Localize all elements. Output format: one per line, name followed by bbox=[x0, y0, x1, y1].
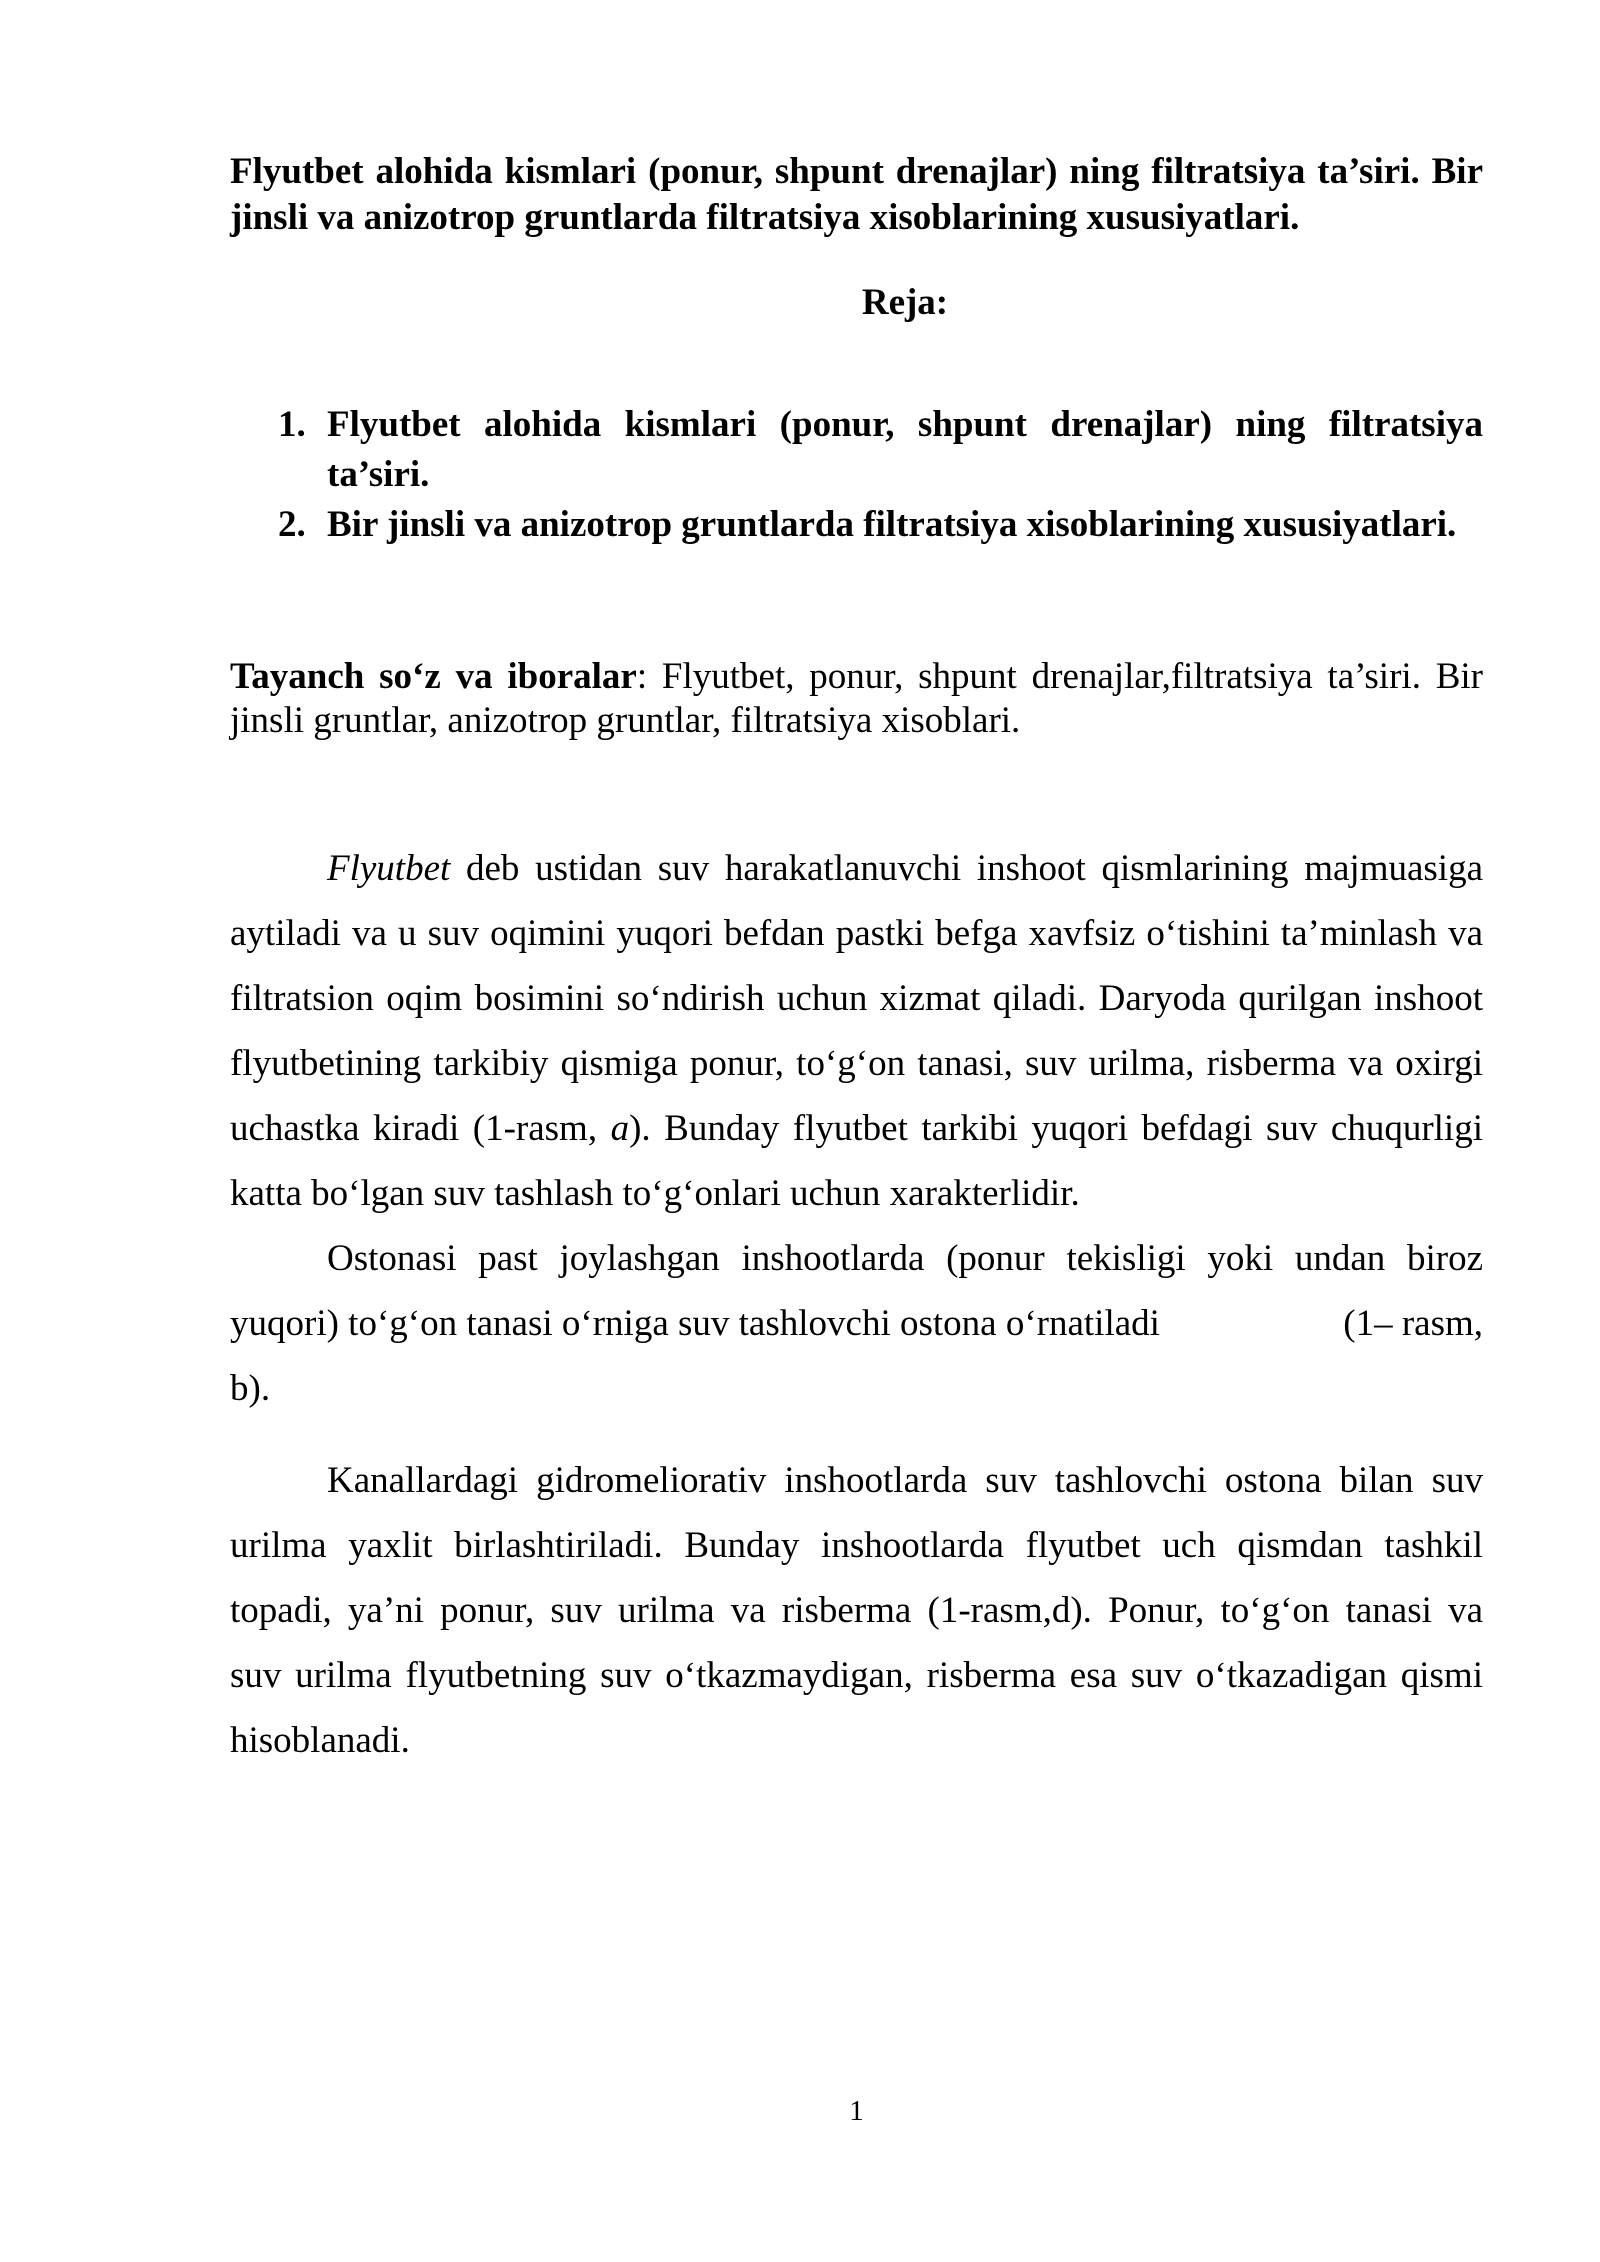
paragraph-line bbox=[230, 1096, 1483, 1161]
text-run: Flyutbet alohida kismlari (ponur, shpunt drenajlar) ning filtratsiya ta’siri. Bir bbox=[230, 151, 1483, 192]
paragraph-line bbox=[230, 1708, 1483, 1773]
plan-item-line bbox=[230, 400, 1483, 450]
plan-item bbox=[230, 500, 1483, 550]
plan-item-line bbox=[230, 450, 1483, 500]
paragraph-line bbox=[230, 1226, 1483, 1291]
body-paragraph bbox=[230, 1448, 1483, 1773]
text-run: hisoblanadi. bbox=[230, 1720, 410, 1761]
text-run: suv urilma flyutbetning suv o‘tkazmaydigan, risberma esa suv o‘tkazadigan qismi bbox=[230, 1655, 1483, 1696]
text-run: urilma yaxlit birlashtiriladi. Bunday inshootlarda flyutbet uch qismdan tashkil bbox=[230, 1525, 1483, 1566]
paragraph-line bbox=[230, 1161, 1483, 1226]
title-line bbox=[230, 195, 1483, 241]
text-run: Flyutbet bbox=[327, 848, 451, 889]
text-run: jinsli gruntlar, anizotrop gruntlar, filtratsiya xisoblari. bbox=[230, 700, 1021, 741]
keywords-line bbox=[230, 655, 1483, 699]
text-run: aytiladi va u suv oqimini yuqori befdan pastki befga xavfsiz o‘tishini ta’minlash va bbox=[230, 913, 1483, 954]
text-run: katta bo‘lgan suv tashlash to‘g‘onlari uchun xarakterlidir. bbox=[230, 1173, 1080, 1214]
page-footer bbox=[230, 2097, 1483, 2126]
paragraph-line bbox=[230, 836, 1483, 901]
text-run: jinsli va anizotrop gruntlarda filtratsiya xisoblarining xususiyatlari. bbox=[230, 197, 1300, 238]
plan-heading: Reja: bbox=[861, 282, 949, 323]
paragraph-line bbox=[230, 1031, 1483, 1096]
keywords-paragraph bbox=[230, 655, 1483, 743]
body-paragraphs bbox=[230, 836, 1483, 1773]
paragraph-line bbox=[230, 966, 1483, 1031]
text-run: flyutbetining tarkibiy qismiga ponur, to‘g‘on tanasi, suv urilma, risberma va oxirgi bbox=[230, 1043, 1483, 1084]
text-run: Flyutbet alohida kismlari (ponur, shpunt drenajlar) ning filtratsiya bbox=[327, 404, 1483, 445]
text-run: Bir jinsli va anizotrop gruntlarda filtratsiya xisoblarining xususiyatlari. bbox=[327, 504, 1457, 545]
paragraph-line bbox=[230, 1643, 1483, 1708]
text-run: uchastka kiradi (1-rasm, bbox=[230, 1108, 611, 1149]
plan-item-number: 1. bbox=[278, 404, 306, 445]
keywords-line bbox=[230, 699, 1483, 743]
text-run: (1– rasm, bbox=[1343, 1303, 1483, 1344]
title-line bbox=[230, 149, 1483, 195]
paragraph-line bbox=[230, 1578, 1483, 1643]
text-run: filtratsion oqim bosimini so‘ndirish uchun xizmat qiladi. Daryoda qurilgan inshoot bbox=[230, 978, 1483, 1019]
document-title bbox=[230, 149, 1483, 241]
paragraph-line bbox=[230, 901, 1483, 966]
text-run: yuqori) to‘g‘on tanasi o‘rniga suv tashlovchi ostona o‘rnatiladi bbox=[230, 1303, 1160, 1344]
page-content bbox=[230, 0, 1483, 1773]
text-run: ta’siri. bbox=[327, 454, 430, 495]
text-run: Ostonasi past joylashgan inshootlarda (ponur tekisligi yoki undan biroz bbox=[327, 1238, 1483, 1279]
text-run: b). bbox=[230, 1368, 271, 1409]
plan-list bbox=[230, 400, 1483, 550]
text-run: a bbox=[610, 1108, 630, 1149]
body-paragraph bbox=[230, 1226, 1483, 1421]
paragraph-line bbox=[230, 1356, 1483, 1421]
plan-item-line bbox=[230, 500, 1483, 550]
paragraph-line bbox=[230, 1448, 1483, 1513]
text-run: Tayanch so‘z va iboralar bbox=[230, 656, 637, 697]
text-run: topadi, ya’ni ponur, suv urilma va risberma (1-rasm,d). Ponur, to‘g‘on tanasi va bbox=[230, 1590, 1483, 1631]
text-run: : Flyutbet, ponur, shpunt drenajlar,filtratsiya ta’siri. Bir bbox=[636, 656, 1484, 697]
body-paragraph bbox=[230, 836, 1483, 1226]
paragraph-line bbox=[230, 1513, 1483, 1578]
text-run: deb ustidan suv harakatlanuvchi inshoot qismlarining majmuasiga bbox=[450, 848, 1483, 889]
paragraph-line bbox=[230, 1291, 1483, 1356]
page-number: 1 bbox=[849, 2095, 864, 2127]
text-run: Kanallardagi gidromeliorativ inshootlarda suv tashlovchi ostona bilan suv bbox=[327, 1460, 1483, 1501]
plan-item-number: 2. bbox=[278, 504, 306, 545]
text-run: ). Bunday flyutbet tarkibi yuqori befdagi suv chuqurligi bbox=[629, 1108, 1483, 1149]
plan-item bbox=[230, 400, 1483, 500]
